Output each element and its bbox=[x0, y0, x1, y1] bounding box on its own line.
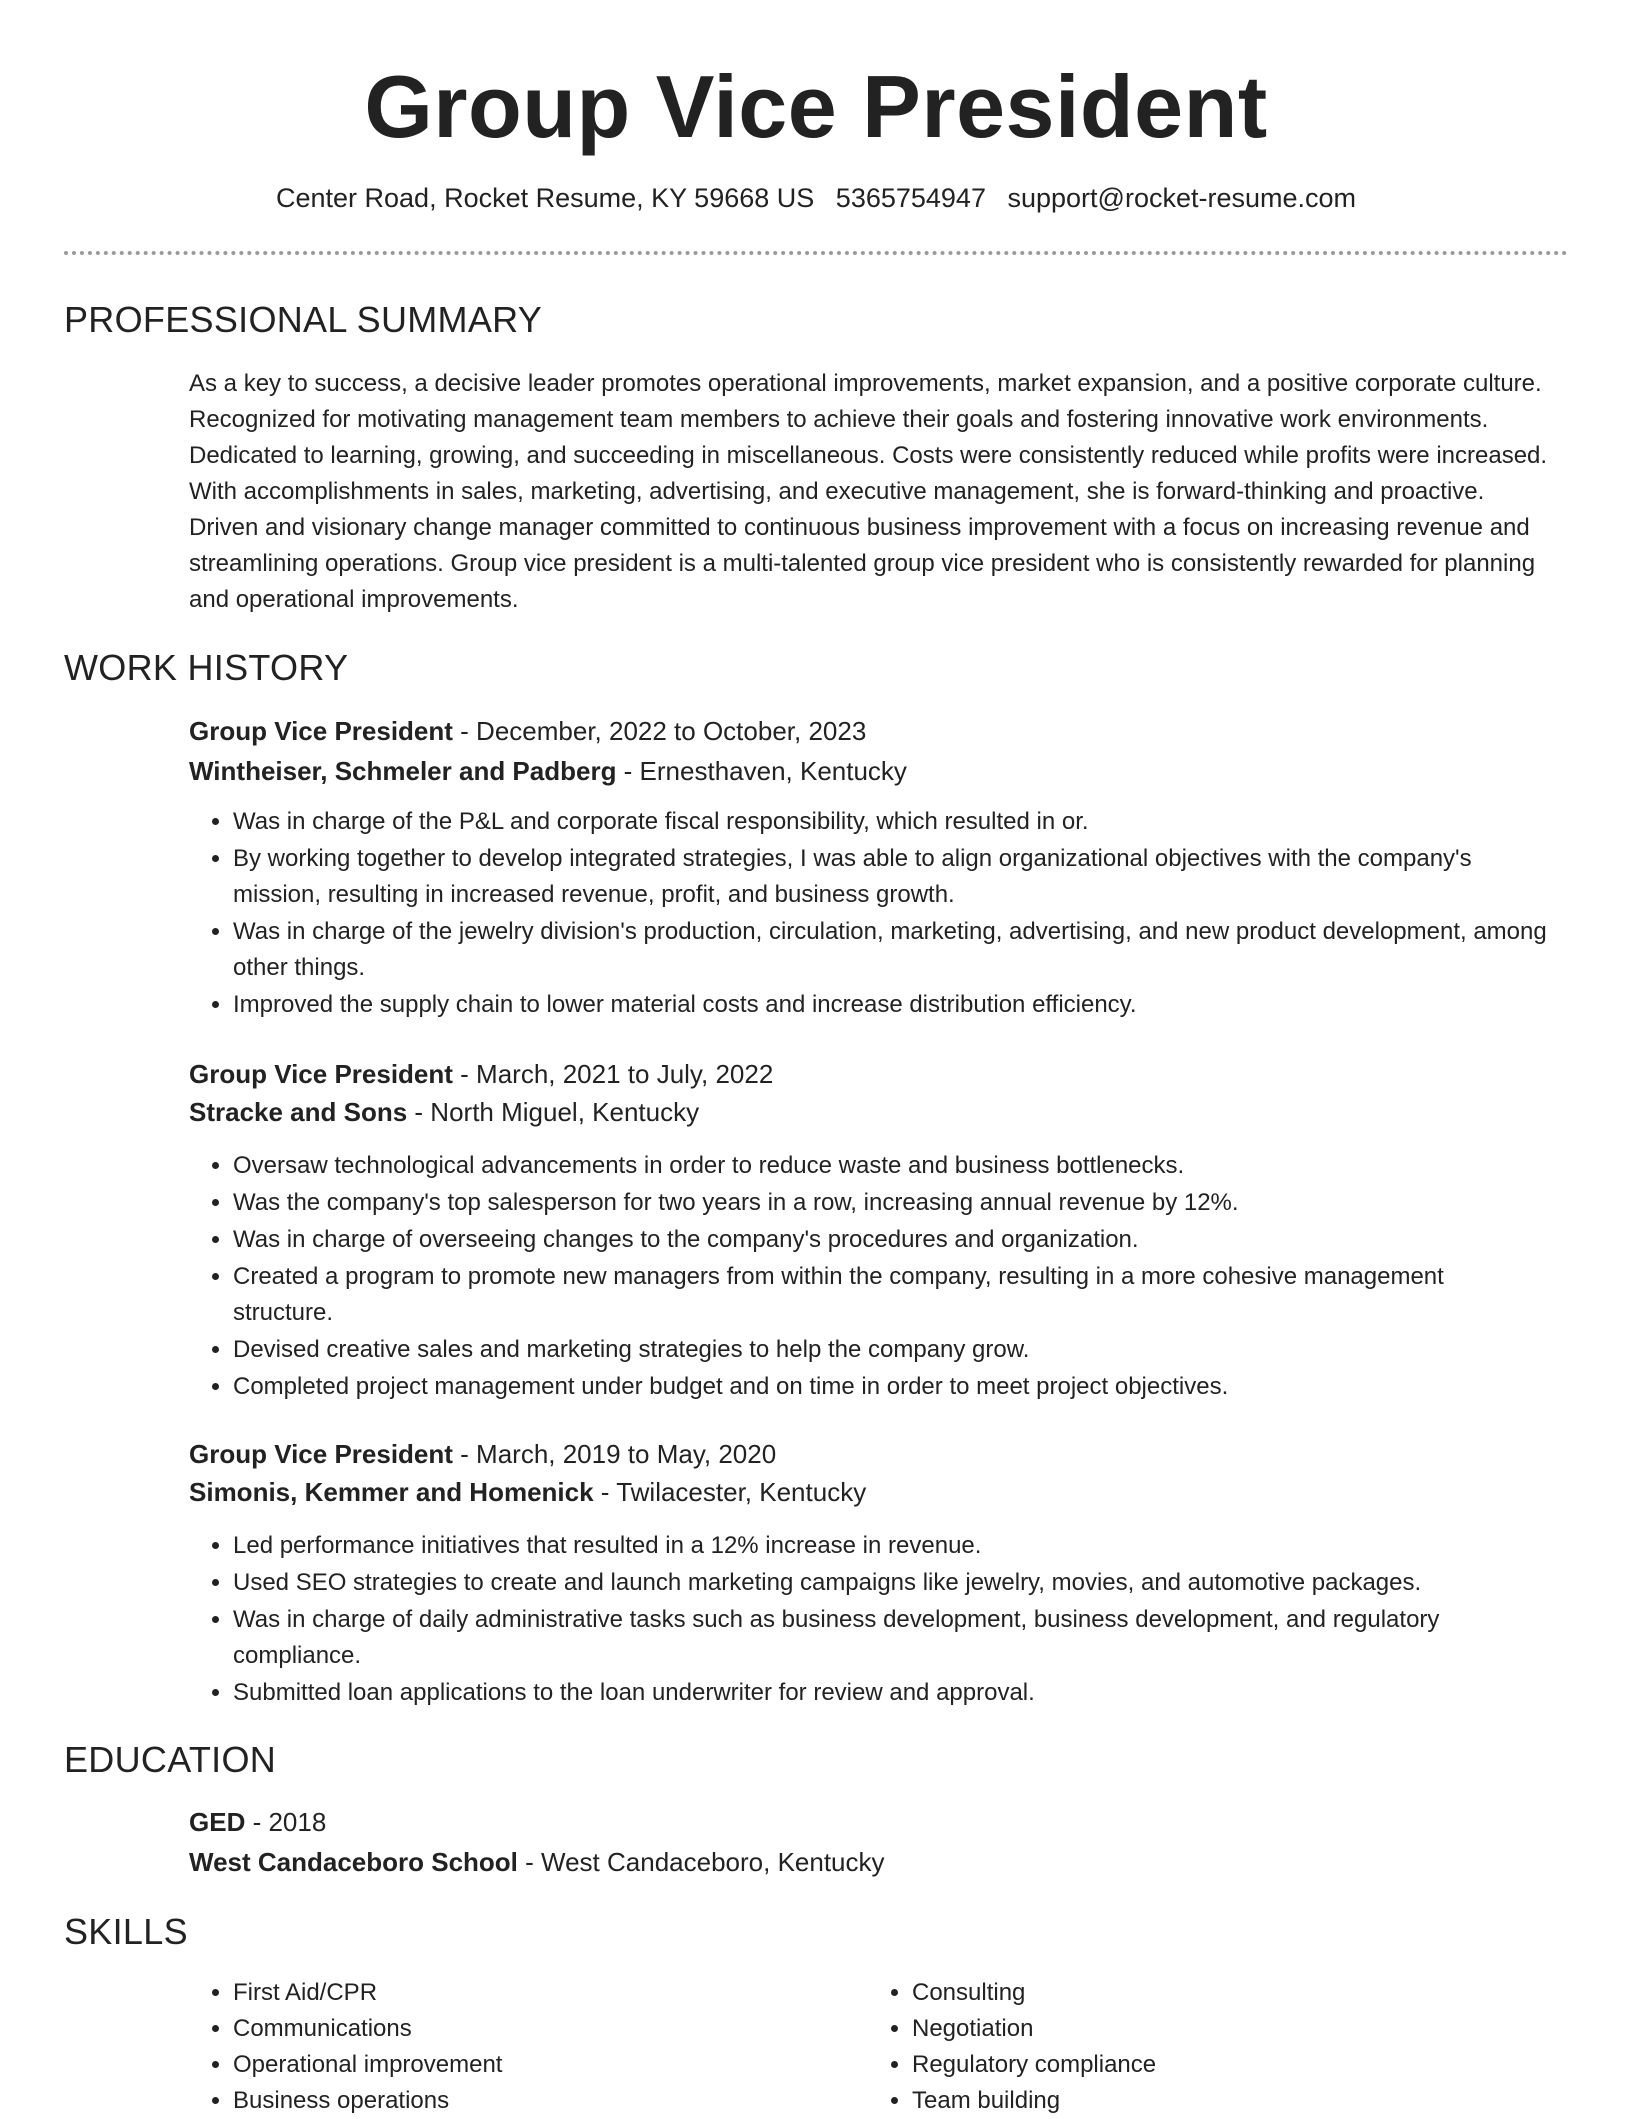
skills-list-right bbox=[868, 1975, 1552, 2119]
job-company: Simonis, Kemmer and Homenick bbox=[189, 1477, 594, 1507]
job-title: Group Vice President bbox=[189, 1059, 453, 1089]
education-year: - 2018 bbox=[245, 1807, 327, 1837]
job-title-line bbox=[189, 1436, 776, 1472]
contact-email[interactable]: support@rocket-resume.com bbox=[1007, 183, 1357, 213]
summary-text: As a key to success, a decisive leader promotes operational improvements, market expansion, and a positive corporate culture. Recognized for motivating management team members to achieve their goals and fostering innovative work environments. Dedicated to learning, growing, and succeeding in miscellaneous. Costs were consistently reduced while profits were increased. With accomplishments in sales, marketing, advertising, and executive management, she is forward-thinking and proactive. Driven and visionary change manager committed to continuous business improvement with a focus on increasing revenue and streamlining operations. Group vice president is a multi-talented group vice president who is consistently rewarded for planning and operational improvements. bbox=[189, 370, 1548, 613]
job-company: Stracke and Sons bbox=[189, 1097, 408, 1127]
list-item: • Created a program to promote new managers from within the company, resulting in a more cohesive management structure. bbox=[233, 1259, 1549, 1331]
list-item: • Devised creative sales and marketing strategies to help the company grow. bbox=[233, 1332, 1549, 1368]
education-school-line bbox=[189, 1844, 885, 1880]
skill-item: • Business operations bbox=[233, 2083, 873, 2119]
contact-address: Center Road, Rocket Resume, KY 59668 US bbox=[275, 183, 815, 213]
job-bullets bbox=[189, 1528, 1549, 1712]
skill-item: • Team building bbox=[912, 2083, 1552, 2119]
education-degree-line bbox=[189, 1804, 326, 1840]
job-title-line bbox=[189, 1056, 773, 1092]
resume-name: Group Vice President bbox=[364, 57, 1268, 156]
list-item: • Was the company's top salesperson for two years in a row, increasing annual revenue by 12%. bbox=[233, 1185, 1549, 1221]
job-bullets bbox=[189, 1148, 1549, 1406]
skills-list-left bbox=[189, 1975, 873, 2119]
skill-item: • First Aid/CPR bbox=[233, 1975, 873, 2011]
skill-item: • Negotiation bbox=[912, 2011, 1552, 2047]
skill-item: • Communications bbox=[233, 2011, 873, 2047]
job-location: - North Miguel, Kentucky bbox=[407, 1097, 700, 1127]
job-dates: - March, 2019 to May, 2020 bbox=[452, 1439, 777, 1469]
job-title: Group Vice President bbox=[189, 716, 453, 746]
job-dates: - March, 2021 to July, 2022 bbox=[452, 1059, 774, 1089]
list-item: • Completed project management under budget and on time in order to meet project objectives. bbox=[233, 1369, 1549, 1405]
list-item: • Used SEO strategies to create and launch marketing campaigns like jewelry, movies, and automotive packages. bbox=[233, 1565, 1549, 1601]
work-history-heading: WORK HISTORY bbox=[64, 647, 349, 688]
job-company: Wintheiser, Schmeler and Padberg bbox=[189, 756, 617, 786]
list-item: • Was in charge of overseeing changes to the company's procedures and organization. bbox=[233, 1222, 1549, 1258]
job-title-line bbox=[189, 713, 866, 749]
list-item: • Was in charge of the P&L and corporate fiscal responsibility, which resulted in or. bbox=[233, 804, 1549, 840]
education-location: - West Candaceboro, Kentucky bbox=[517, 1847, 885, 1877]
contact-phone: 5365754947 bbox=[835, 183, 986, 213]
list-item: • Submitted loan applications to the loan underwriter for review and approval. bbox=[233, 1675, 1549, 1711]
education-heading: EDUCATION bbox=[64, 1739, 277, 1780]
job-location: - Twilacester, Kentucky bbox=[593, 1477, 867, 1507]
header-divider bbox=[64, 251, 1568, 255]
list-item: • Was in charge of the jewelry division's production, circulation, marketing, advertising, and new product development, among other things. bbox=[233, 914, 1549, 986]
list-item: • Led performance initiatives that resulted in a 12% increase in revenue. bbox=[233, 1528, 1549, 1564]
contact-line bbox=[0, 180, 1632, 216]
job-company-line bbox=[189, 1094, 699, 1130]
job-bullets bbox=[189, 804, 1549, 1024]
skill-item: • Operational improvement bbox=[233, 2047, 873, 2083]
list-item: • By working together to develop integrated strategies, I was able to align organizational objectives with the company's mission, resulting in increased revenue, profit, and business growth. bbox=[233, 841, 1549, 913]
job-company-line bbox=[189, 1474, 866, 1510]
skills-heading: SKILLS bbox=[64, 1911, 188, 1952]
job-dates: - December, 2022 to October, 2023 bbox=[452, 716, 867, 746]
list-item: • Improved the supply chain to lower material costs and increase distribution efficiency. bbox=[233, 987, 1549, 1023]
summary-heading: PROFESSIONAL SUMMARY bbox=[64, 299, 543, 340]
list-item: • Was in charge of daily administrative tasks such as business development, business development, and regulatory compliance. bbox=[233, 1602, 1549, 1674]
job-company-line bbox=[189, 753, 907, 789]
education-school: West Candaceboro School bbox=[189, 1847, 518, 1877]
education-degree: GED bbox=[189, 1807, 246, 1837]
skill-item: • Consulting bbox=[912, 1975, 1552, 2011]
job-location: - Ernesthaven, Kentucky bbox=[616, 756, 907, 786]
skill-item: • Regulatory compliance bbox=[912, 2047, 1552, 2083]
list-item: • Oversaw technological advancements in order to reduce waste and business bottlenecks. bbox=[233, 1148, 1549, 1184]
job-title: Group Vice President bbox=[189, 1439, 453, 1469]
